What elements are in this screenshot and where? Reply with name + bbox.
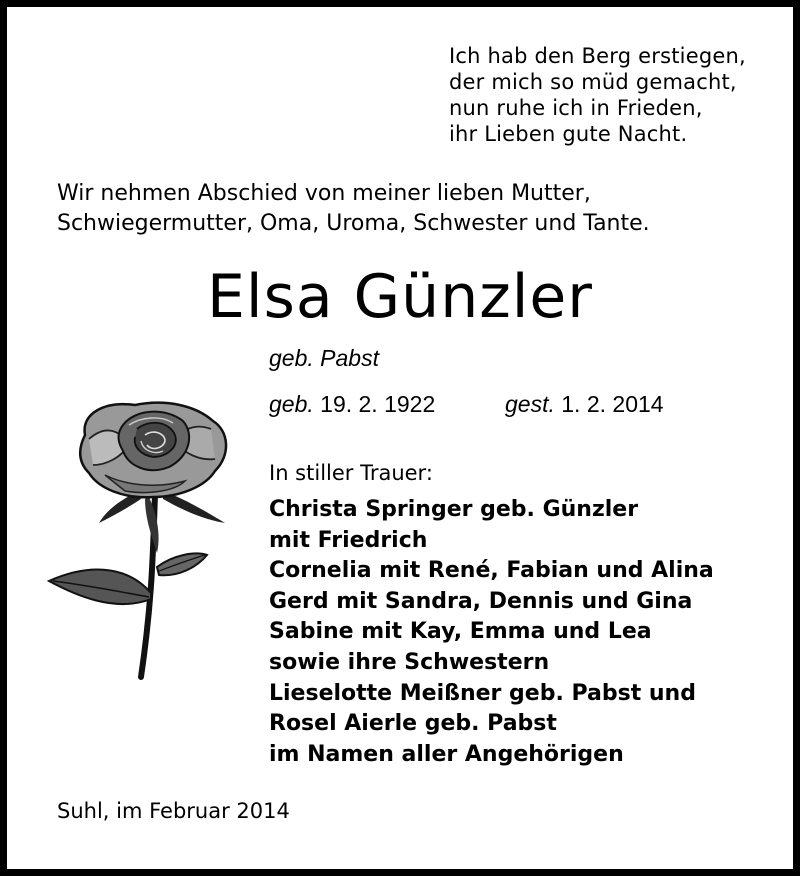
intro-text	[57, 179, 650, 239]
birth-date	[269, 389, 435, 419]
birth-label: geb.	[269, 391, 314, 417]
mourning-heading: In stiller Trauer:	[269, 461, 433, 485]
rose-icon	[45, 395, 235, 685]
list-item: mit Friedrich	[269, 527, 428, 553]
deceased-name: Elsa Günzler	[207, 262, 593, 332]
list-item: Gerd mit Sandra, Dennis und Gina	[269, 588, 693, 614]
list-item: sowie ihre Schwestern	[269, 649, 550, 675]
mourners-list	[269, 495, 714, 770]
intro-line: Schwiegermutter, Oma, Uroma, Schwester und Tante.	[57, 211, 650, 236]
death-label: gest.	[505, 391, 555, 417]
list-item: Sabine mit Kay, Emma und Lea	[269, 619, 652, 645]
intro-line: Wir nehmen Abschied von meiner lieben Mutter,	[57, 181, 591, 206]
poem-line: ihr Lieben gute Nacht.	[449, 122, 688, 146]
poem-line: der mich so müd gemacht,	[449, 70, 737, 94]
birth-date-value: 19. 2. 1922	[320, 391, 436, 417]
list-item: Rosel Aierle geb. Pabst	[269, 711, 557, 737]
list-item: Lieselotte Meißner geb. Pabst und	[269, 680, 696, 706]
poem	[449, 43, 746, 147]
poem-line: nun ruhe ich in Frieden,	[449, 96, 703, 120]
maiden-name: geb. Pabst	[269, 345, 379, 371]
list-item: Cornelia mit René, Fabian und Alina	[269, 558, 714, 584]
list-item: Christa Springer geb. Günzler	[269, 497, 639, 522]
list-item: im Namen aller Angehörigen	[269, 741, 624, 767]
death-date	[505, 389, 664, 419]
poem-line: Ich hab den Berg erstiegen,	[449, 44, 746, 68]
death-date-value: 1. 2. 2014	[561, 391, 664, 417]
place-and-date: Suhl, im Februar 2014	[57, 799, 290, 823]
